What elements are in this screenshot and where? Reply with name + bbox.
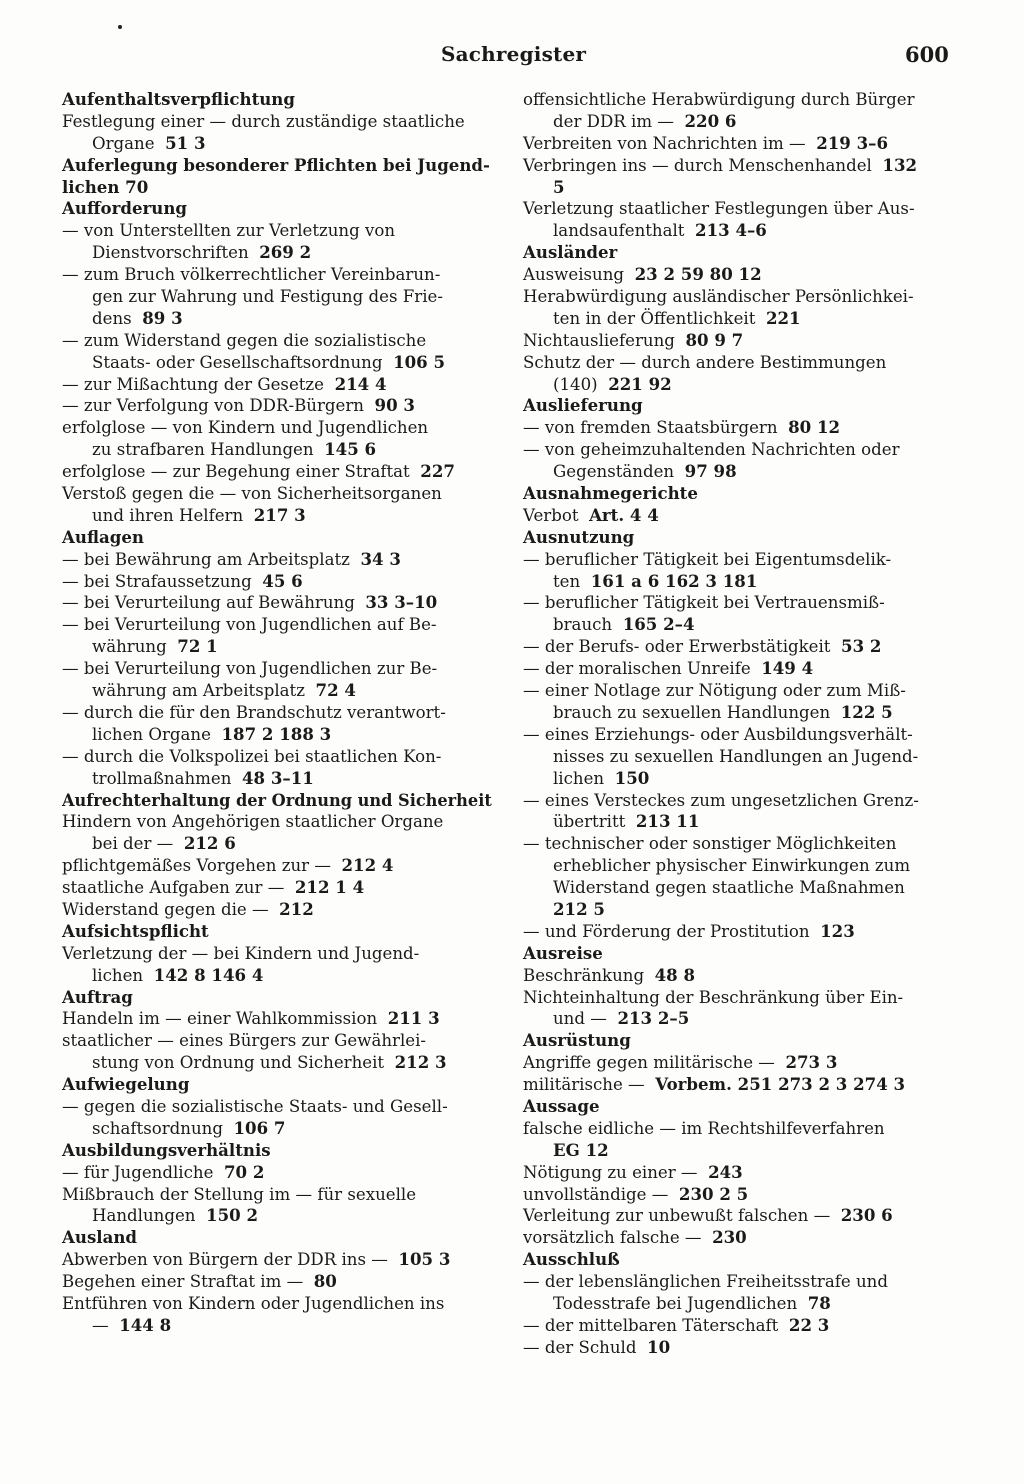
entry-reference: 10 [647,1336,671,1357]
index-entry [523,155,953,177]
entry-reference: 213 11 [635,811,700,832]
index-entry [523,505,953,527]
entry-text: Verleitung zur unbewußt falschen — [523,1206,831,1226]
entry-reference: 145 6 [324,439,377,460]
entry-text: Schutz der — durch andere Bestimmungen [523,352,887,372]
index-entry [62,811,492,833]
entry-reference: 97 98 [684,461,737,482]
entry-reference: Vorbem. 251 273 2 3 274 3 [655,1074,906,1095]
entry-text: bei der — [92,834,174,854]
index-entry-continuation [523,177,953,199]
entry-reference: 150 2 [206,1205,259,1226]
index-heading: Auflagen [62,526,144,547]
index-heading: Auslieferung [523,395,643,416]
entry-text: Verbreiten von Nachrichten im — [523,133,806,153]
index-entry-continuation [62,242,492,264]
entry-reference: Art. 4 4 [589,504,659,525]
entry-reference: 23 2 59 80 12 [634,264,762,285]
index-entry [62,395,492,417]
entry-reference: 212 6 [183,833,236,854]
index-heading: Ausnahmegerichte [523,483,698,504]
index-entry-continuation [523,746,953,768]
entry-text: — der moralischen Unreife [523,659,751,679]
entry-text: Verbringen ins — durch Menschenhandel [523,155,872,175]
index-entry-continuation [62,724,492,746]
entry-reference: 227 [420,461,455,482]
entry-text: — zur Verfolgung von DDR-Bürgern [62,396,364,416]
entry-reference: 212 3 [394,1052,447,1073]
entry-text: — bei Verurteilung auf Bewährung [62,593,355,613]
entry-reference: 105 3 [398,1249,451,1270]
entry-reference: 161 a 6 162 3 181 [590,570,758,591]
entry-text: Verstoß gegen die — von Sicherheitsorganen [62,484,442,504]
entry-reference: 211 3 [387,1008,440,1029]
index-entry-continuation [523,220,953,242]
print-speck [118,25,122,29]
entry-text: 212 5 [553,898,605,919]
index-heading: Aufforderung [62,198,188,219]
entry-text: — von fremden Staatsbürgern [523,418,778,438]
entry-text: dens [92,308,132,328]
entry-reference: 219 3–6 [816,132,889,153]
entry-text: — der mittelbaren Täterschaft [523,1315,779,1335]
entry-text: pflichtgemäßes Vorgehen zur — [62,856,331,876]
index-entry [62,1096,492,1118]
entry-text: Beschränkung [523,965,645,985]
index-entry-continuation [62,505,492,527]
entry-text: ten [553,571,581,591]
entry-text: unvollständige — [523,1184,669,1204]
index-heading: Aufwiegelung [62,1074,190,1095]
index-heading: Auftrag [62,986,133,1007]
entry-reference: 45 6 [262,570,303,591]
index-column-left [62,89,492,1337]
entry-text: 5 [553,176,565,197]
index-entry-continuation [523,308,953,330]
index-entry-continuation [62,1205,492,1227]
index-entry [523,1227,953,1249]
index-entry [62,592,492,614]
entry-text: — bei Strafaussetzung [62,571,252,591]
index-entry [523,1118,953,1140]
entry-reference: 230 [712,1227,747,1248]
index-column-right [523,89,953,1359]
entry-reference: 33 3–10 [365,592,438,613]
entry-text: vorsätzlich falsche — [523,1228,702,1248]
index-entry [62,658,492,680]
index-entry [62,571,492,593]
index-entry [523,1337,953,1359]
entry-reference: 80 12 [788,417,841,438]
entry-text: — der Berufs- oder Erwerbstätigkeit [523,637,831,657]
entry-text: — technischer oder sonstiger Möglichkeiten [523,834,897,854]
index-entry-continuation [62,439,492,461]
index-entry-continuation [62,768,492,790]
entry-reference: 89 3 [142,307,183,328]
entry-reference: 213 4–6 [695,220,767,241]
index-heading: Ausländer [523,242,618,263]
entry-reference: 213 2–5 [617,1008,690,1029]
index-heading: lichen 70 [62,176,149,197]
entry-text: staatliche Aufgaben zur — [62,878,285,898]
entry-text: Nötigung zu einer — [523,1162,698,1182]
entry-reference: 212 [279,898,314,919]
index-entry [523,89,953,111]
entry-text: — eines Versteckes zum ungesetzlichen Grenz- [523,790,919,810]
index-entry [62,264,492,286]
index-entry-continuation [523,374,953,396]
index-entry [523,965,953,987]
entry-text: Mißbrauch der Stellung im — für sexuelle [62,1184,417,1204]
entry-text: militärische — [523,1075,645,1095]
entry-text: und ihren Helfern [92,505,244,525]
index-entry-continuation [62,308,492,330]
entry-text: — bei Bewährung am Arbeitsplatz [62,549,350,569]
index-entry [523,833,953,855]
entry-reference: 90 3 [374,395,415,416]
index-entry [523,1205,953,1227]
entry-text: — zum Widerstand gegen die sozialistische [62,330,427,350]
entry-text: schaftsordnung [92,1118,223,1138]
entry-text: EG 12 [553,1139,609,1160]
entry-text: offensichtliche Herabwürdigung durch Bürger [523,90,915,109]
entry-reference: 122 5 [840,701,893,722]
entry-text: Festlegung einer — durch zuständige staatliche [62,111,465,131]
entry-text: — gegen die sozialistische Staats- und Gesell- [62,1096,448,1116]
entry-text: — durch die Volkspolizei bei staatlichen Kon- [62,746,442,766]
index-entry [62,461,492,483]
entry-reference: 48 3–11 [242,767,314,788]
index-entry [62,1184,492,1206]
entry-text: Widerstand gegen die — [62,899,269,919]
entry-text: staatlicher — eines Bürgers zur Gewährlei- [62,1031,427,1051]
entry-text: erheblicher physischer Einwirkungen zum [553,856,911,876]
index-entry [62,614,492,636]
entry-text: übertritt [553,812,626,832]
entry-reference: 243 [708,1161,743,1182]
entry-text: Verletzung staatlicher Festlegungen über Aus- [523,199,915,219]
index-entry-continuation [523,614,953,636]
entry-text: Handlungen [92,1206,196,1226]
entry-text: gen zur Wahrung und Festigung des Frie- [92,287,443,307]
index-heading: Ausnutzung [523,526,635,547]
entry-text: und — [553,1009,607,1029]
entry-reference: 132 [882,154,918,175]
entry-reference: 78 [807,1292,831,1313]
entry-text: Todesstrafe bei Jugendlichen [553,1293,798,1313]
index-entry [62,483,492,505]
index-entry [523,1315,953,1337]
index-entry [523,198,953,220]
index-entry [62,1162,492,1184]
entry-reference: 212 1 4 [294,877,365,898]
index-heading: Aufsichtspflicht [62,920,209,941]
entry-reference: 48 8 [654,964,696,985]
entry-text: — der lebenslänglichen Freiheitsstrafe und [523,1272,888,1292]
index-entry [62,549,492,571]
entry-reference: 53 2 [841,636,882,657]
index-entry-continuation [523,1293,953,1315]
index-entry [523,352,953,374]
index-entry [523,417,953,439]
index-entry-continuation [523,899,953,921]
index-entry [523,790,953,812]
entry-reference: 34 3 [360,548,401,569]
index-entry [523,724,953,746]
entry-text: — der Schuld [523,1337,637,1357]
index-entry [523,592,953,614]
index-heading: Ausrüstung [523,1030,631,1051]
index-entry [62,746,492,768]
index-entry [523,549,953,571]
index-entry [523,330,953,352]
index-entry [62,1249,492,1271]
entry-text: der DDR im — [553,111,674,131]
entry-text: Dienstvorschriften [92,243,249,263]
entry-text: Hindern von Angehörigen staatlicher Organe [62,812,444,832]
index-entry-continuation [523,1140,953,1162]
index-heading: Aussage [523,1095,600,1116]
index-entry-continuation [523,811,953,833]
entry-text: (140) [553,374,598,394]
entry-text: erfolglose — zur Begehung einer Straftat [62,462,410,482]
index-entry [523,921,953,943]
entry-reference: 80 9 7 [685,329,744,350]
index-entry [523,1271,953,1293]
entry-text: — durch die für den Brandschutz verantwort- [62,702,446,722]
entry-text: — einer Notlage zur Nötigung oder zum Miß- [523,681,906,701]
entry-text: — und Förderung der Prostitution [523,921,810,941]
entry-text: brauch zu sexuellen Handlungen [553,702,831,722]
index-entry [62,374,492,396]
index-entry [62,220,492,242]
index-heading: Ausschluß [523,1249,620,1270]
running-head [0,38,1024,72]
entry-reference: 106 5 [393,351,446,372]
index-entry-continuation [523,461,953,483]
entry-text: Staats- oder Gesellschaftsordnung [92,352,383,372]
index-entry [62,417,492,439]
entry-text: Begehen einer Straftat im — [62,1272,304,1292]
index-entry [523,658,953,680]
index-entry [62,1271,492,1293]
entry-text: — [92,1315,109,1335]
entry-text: — beruflicher Tätigkeit bei Vertrauensmiß- [523,593,885,613]
entry-text: Nichteinhaltung der Beschränkung über Ein- [523,987,904,1007]
index-entry-continuation [62,133,492,155]
entry-reference: 221 92 [608,373,672,394]
index-heading: Aufrechterhaltung der Ordnung und Sicherheit [62,789,492,810]
index-entry-continuation [62,1118,492,1140]
index-entry-continuation [523,855,953,877]
index-entry-continuation [523,571,953,593]
entry-reference: 123 [820,920,855,941]
entry-text: Verbot [523,505,579,525]
entry-reference: 230 6 [840,1205,893,1226]
index-entry-continuation [62,352,492,374]
entry-text: — von geheimzuhaltenden Nachrichten oder [523,440,900,460]
index-entry-continuation [523,768,953,790]
index-entry [523,286,953,308]
entry-text: Verletzung der — bei Kindern und Jugend- [62,943,420,963]
entry-reference: 72 4 [315,680,356,701]
index-entry-continuation [62,680,492,702]
index-heading: Ausreise [523,942,603,963]
entry-text: — für Jugendliche [62,1162,214,1182]
index-entry [523,264,953,286]
index-entry [62,702,492,724]
index-entry [62,877,492,899]
entry-text: Widerstand gegen staatliche Maßnahmen [553,878,905,898]
entry-reference: 22 3 [788,1314,830,1335]
entry-reference: 51 3 [165,132,206,153]
index-heading: Ausland [62,1227,138,1248]
entry-reference: 214 4 [334,373,387,394]
entry-text: — bei Verurteilung von Jugendlichen zur Be- [62,659,438,679]
entry-text: — zur Mißachtung der Gesetze [62,374,324,394]
entry-text: Angriffe gegen militärische — [523,1053,775,1073]
index-entry [523,1052,953,1074]
entry-text: brauch [553,615,613,635]
entry-text: Ausweisung [523,265,625,285]
entry-text: Abwerben von Bürgern der DDR ins — [62,1250,388,1270]
index-entry-continuation [523,111,953,133]
entry-text: lichen [553,768,605,788]
entry-text: Entführen von Kindern oder Jugendlichen ins [62,1293,445,1313]
index-entry [62,111,492,133]
entry-reference: 187 2 188 3 [221,723,332,744]
index-entry-continuation [62,1052,492,1074]
index-entry [62,1293,492,1315]
entry-text: stung von Ordnung und Sicherheit [92,1053,385,1073]
entry-text: falsche eidliche — im Rechtshilfeverfahren [523,1118,885,1138]
entry-reference: 80 [313,1271,337,1292]
index-entry-continuation [523,877,953,899]
entry-text: landsaufenthalt [553,221,685,241]
entry-text: — bei Verurteilung von Jugendlichen auf Be- [62,615,437,635]
entry-reference: 221 [765,307,801,328]
entry-text: währung am Arbeitsplatz [92,681,305,701]
entry-text: Nichtauslieferung [523,330,675,350]
index-entry [523,680,953,702]
entry-text: lichen Organe [92,724,211,744]
index-entry [523,987,953,1009]
index-entry-continuation [523,1008,953,1030]
entry-text: — beruflicher Tätigkeit bei Eigentumsdelik- [523,549,892,569]
index-heading: Aufenthaltsverpflichtung [62,89,295,109]
index-entry-continuation [62,965,492,987]
entry-reference: 142 8 146 4 [153,964,264,985]
entry-text: lichen [92,965,144,985]
entry-text: — zum Bruch völkerrechtlicher Vereinbarun- [62,265,441,285]
entry-text: ten in der Öffentlichkeit [553,308,756,328]
entry-reference: 269 2 [259,242,312,263]
index-entry [523,636,953,658]
entry-reference: 72 1 [177,636,218,657]
index-entry-continuation [62,286,492,308]
index-entry-continuation [62,1315,492,1337]
entry-reference: 144 8 [119,1314,172,1335]
index-entry [62,943,492,965]
index-entry-continuation [523,702,953,724]
page-number: 600 [905,42,949,67]
index-entry [523,1162,953,1184]
entry-text: Gegenständen [553,462,675,482]
entry-text: — von Unterstellten zur Verletzung von [62,221,396,241]
index-entry-continuation [62,833,492,855]
index-entry [62,855,492,877]
entry-reference: 212 4 [341,855,394,876]
entry-reference: 150 [614,767,650,788]
entry-text: trollmaßnahmen [92,768,232,788]
entry-reference: 217 3 [253,504,306,525]
index-heading: Ausbildungsverhältnis [62,1139,271,1160]
entry-text: — eines Erziehungs- oder Ausbildungsverhält- [523,724,913,744]
index-entry [62,1030,492,1052]
index-entry [523,439,953,461]
index-entry [523,133,953,155]
index-entry [62,330,492,352]
entry-reference: 70 2 [223,1161,265,1182]
entry-text: nisses zu sexuellen Handlungen an Jugend- [553,746,919,766]
entry-text: währung [92,637,167,657]
index-entry [62,1008,492,1030]
entry-reference: 220 6 [684,110,737,131]
entry-text: zu strafbaren Handlungen [92,440,314,460]
entry-reference: 165 2–4 [622,614,695,635]
page-title: Sachregister [441,42,587,66]
index-entry [62,899,492,921]
entry-text: Herabwürdigung ausländischer Persönlichkei- [523,287,914,307]
entry-reference: 230 2 5 [678,1183,749,1204]
entry-text: Handeln im — einer Wahlkommission [62,1009,378,1029]
entry-reference: 106 7 [233,1117,286,1138]
entry-text: Organe [92,133,155,153]
entry-reference: 149 4 [761,658,814,679]
entry-text: erfolglose — von Kindern und Jugendlichen [62,418,429,438]
index-entry-continuation [62,636,492,658]
entry-reference: 273 3 [785,1052,838,1073]
index-entry [523,1184,953,1206]
index-entry [523,1074,953,1096]
index-heading: Auferlegung besonderer Pflichten bei Jugend- [62,154,490,175]
